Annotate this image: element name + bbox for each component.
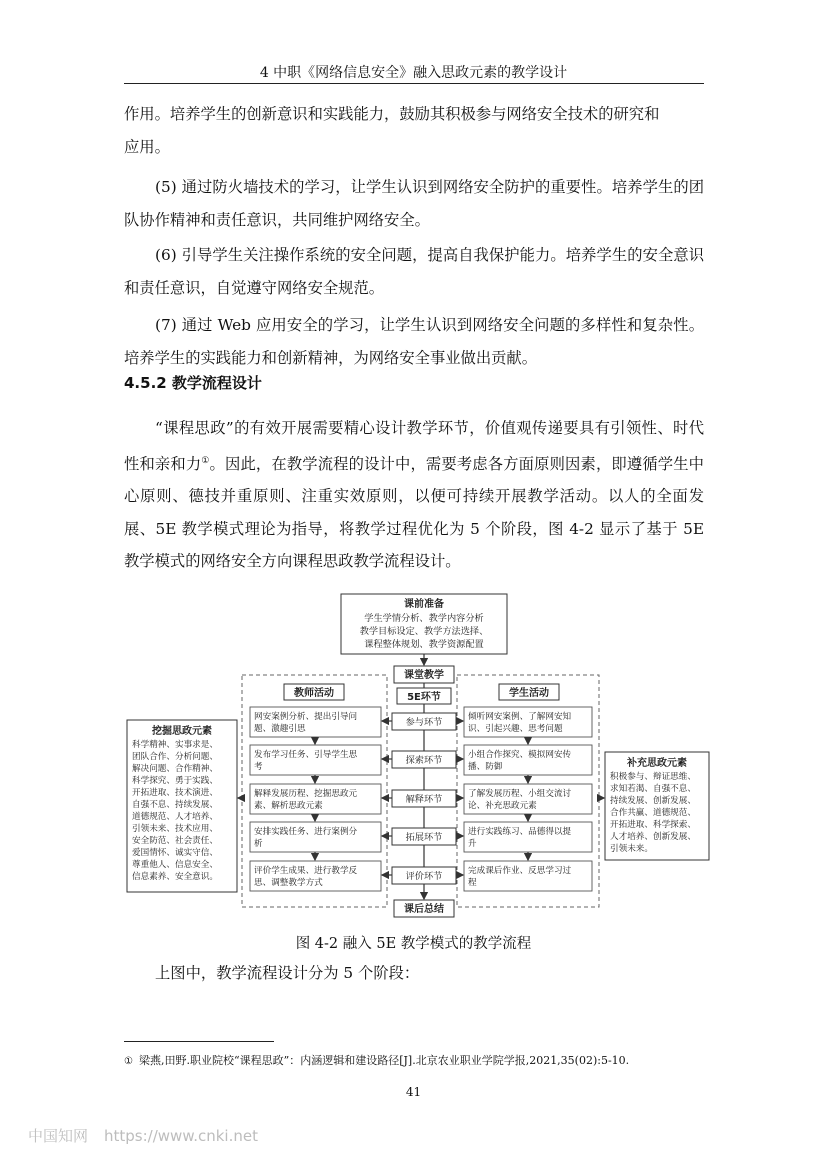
supplement-element-line: 求知若渴、自强不息、	[610, 784, 696, 794]
paragraph-item-7: (7) 通过 Web 应用安全的学习，让学生认识到网络安全问题的多样性和复杂性。培养学生的实践能力和创新精神，为网络安全事业做出贡献。	[124, 316, 704, 367]
mine-element-line: 团队合作、分析问题、	[132, 752, 218, 762]
mine-element-line: 道德规范、人才培养、	[132, 812, 218, 822]
footnote-ref[interactable]: ①	[201, 455, 210, 466]
intro-text-a: “课程思政”的有效开展需要精心设计教学环节，价值观传递要具有引领性、时代性和亲和力	[124, 419, 704, 473]
mine-element-line: 信息素养、安全意识。	[132, 872, 218, 882]
student-activity-line: 程	[468, 878, 477, 888]
student-activity-line: 识、引起兴趣、思考问题	[468, 724, 563, 734]
pre-class-line: 学生学情分析、教学内容分析	[364, 613, 484, 624]
paragraph-line: 应用。	[124, 137, 170, 156]
student-activity-line: 了解发展历程、小组交流讨	[468, 789, 572, 799]
classroom-label: 课堂教学	[404, 670, 444, 681]
teacher-activity-line: 安排实践任务、进行案例分	[254, 827, 358, 837]
page-number: 41	[405, 1085, 422, 1099]
student-activities	[464, 707, 592, 891]
intro-text-b: 。因此，在教学流程的设计中，需要考虑各方面原则因素，即遵循学生中心原则、德技并重原则、注重实效原则，以便可持续开展教学活动。以人的全面发展、5E 教学模式理论为指导，将教学过程优化为 5 个阶段，图 4-2 显示了基于 5E 教学模式的网络安全方向课程思政教学流程设计。	[124, 454, 704, 571]
teacher-activity-line: 评价学生成果、进行教学反	[254, 866, 358, 876]
watermark	[28, 1125, 258, 1146]
supplement-element-line: 持续发展、创新发展、	[610, 796, 696, 806]
teacher-activity-line: 发布学习任务、引导学生思	[254, 750, 358, 760]
pre-class-title: 课前准备	[404, 599, 444, 610]
stage-explain: 解释环节	[405, 794, 443, 805]
mine-element-line: 开拓进取、技术演进、	[132, 788, 218, 798]
stage-explore: 探索环节	[405, 755, 443, 766]
teacher-activity-line: 思、调整教学方式	[254, 878, 323, 888]
watermark-url: https://www.cnki.net	[104, 1127, 258, 1145]
mine-element-line: 科学探究、勇于实践、	[132, 776, 218, 786]
mine-element-line: 爱国情怀、诚实守信、	[132, 848, 218, 858]
mine-element-line: 解决问题、合作精神、	[132, 764, 218, 774]
teacher-activities	[250, 707, 381, 891]
teacher-activity-line: 考	[254, 762, 263, 772]
supplement-element-line: 积极参与、辩证思维、	[610, 772, 696, 782]
mine-element-line: 尊重他人、信息安全、	[132, 860, 218, 870]
supplement-element-line: 引领未来。	[610, 844, 653, 854]
pre-class-line: 课程整体规划、教学资源配置	[364, 639, 484, 650]
footnote-mark: ①	[124, 1056, 133, 1067]
paragraph-item-5: (5) 通过防火墙技术的学习，让学生认识到网络安全防护的重要性。培养学生的团队协作精神和责任意识，共同维护网络安全。	[124, 178, 704, 229]
footnote-text: 梁燕,田野.职业院校“课程思政”：内涵逻辑和建设路径[J].北京农业职业学院学报,2021,35(02):5-10.	[138, 1054, 630, 1067]
mine-element-line: 安全防范、社会责任、	[132, 836, 218, 846]
supplement-element-line: 人才培养、创新发展、	[610, 832, 696, 842]
teacher-activity-line: 解释发展历程、挖掘思政元	[254, 789, 358, 799]
student-activity-line: 倾听网安案例、了解网安知	[468, 712, 572, 722]
teacher-activity-line: 析	[254, 839, 263, 849]
student-title: 学生活动	[509, 688, 549, 699]
figure-caption: 图 4-2 融入 5E 教学模式的教学流程	[295, 936, 532, 952]
supplement-element-line: 开拓进取、科学探索、	[610, 820, 696, 830]
stage-engage: 参与环节	[405, 717, 443, 728]
pre-class-line: 教学目标设定、教学方法选择、	[359, 626, 489, 637]
running-header: 4 中职《网络信息安全》融入思政元素的教学设计	[259, 65, 568, 81]
five-e-label: 5E环节	[407, 692, 441, 703]
mine-element-line: 引领未来、技术应用、	[132, 824, 218, 834]
student-activity-line: 播、防御	[468, 762, 503, 772]
footnote-rule	[124, 1041, 274, 1042]
mine-elements-title: 挖掘思政元素	[152, 726, 212, 737]
student-activity-line: 完成课后作业、反思学习过	[468, 866, 572, 876]
after-class-label: 课后总结	[404, 904, 444, 915]
paragraph-continued	[124, 98, 704, 163]
teacher-activity-line: 网安案例分析、提出引导问	[254, 712, 358, 722]
paragraph-item-6: (6) 引导学生关注操作系统的安全问题，提高自我保护能力。培养学生的安全意识和责任意识，自觉遵守网络安全规范。	[124, 246, 704, 297]
student-activity-line: 小组合作探究、模拟网安传	[468, 750, 572, 760]
header-rule	[124, 83, 704, 84]
teaching-flow-diagram	[124, 592, 714, 922]
footnote	[124, 1052, 629, 1068]
stage-evaluate: 评价环节	[405, 871, 443, 882]
watermark-brand: 中国知网	[28, 1127, 89, 1145]
supplement-element-line: 合作共赢、道德规范、	[610, 808, 696, 818]
student-activity-line: 进行实践练习、品德得以提	[468, 827, 572, 837]
teacher-activity-line: 题、激趣引思	[254, 724, 306, 734]
teacher-activity-line: 素、解析思政元素	[254, 801, 323, 811]
teacher-title: 教师活动	[294, 688, 334, 699]
mine-element-line: 科学精神、实事求是、	[132, 740, 218, 750]
section-heading: 4.5.2 教学流程设计	[124, 374, 262, 392]
student-activity-line: 论、补充思政元素	[468, 801, 537, 811]
paragraph-intro	[124, 412, 704, 578]
paragraph-line: 作用。培养学生的创新意识和实践能力，鼓励其积极参与网络安全技术的研究和	[124, 105, 660, 123]
mine-element-line: 自强不息、持续发展、	[132, 800, 218, 810]
student-activity-line: 升	[468, 839, 477, 849]
stage-elaborate: 拓展环节	[405, 832, 443, 843]
after-figure-text: 上图中，教学流程设计分为 5 个阶段：	[155, 964, 420, 982]
supplement-elements-title: 补充思政元素	[627, 758, 687, 769]
